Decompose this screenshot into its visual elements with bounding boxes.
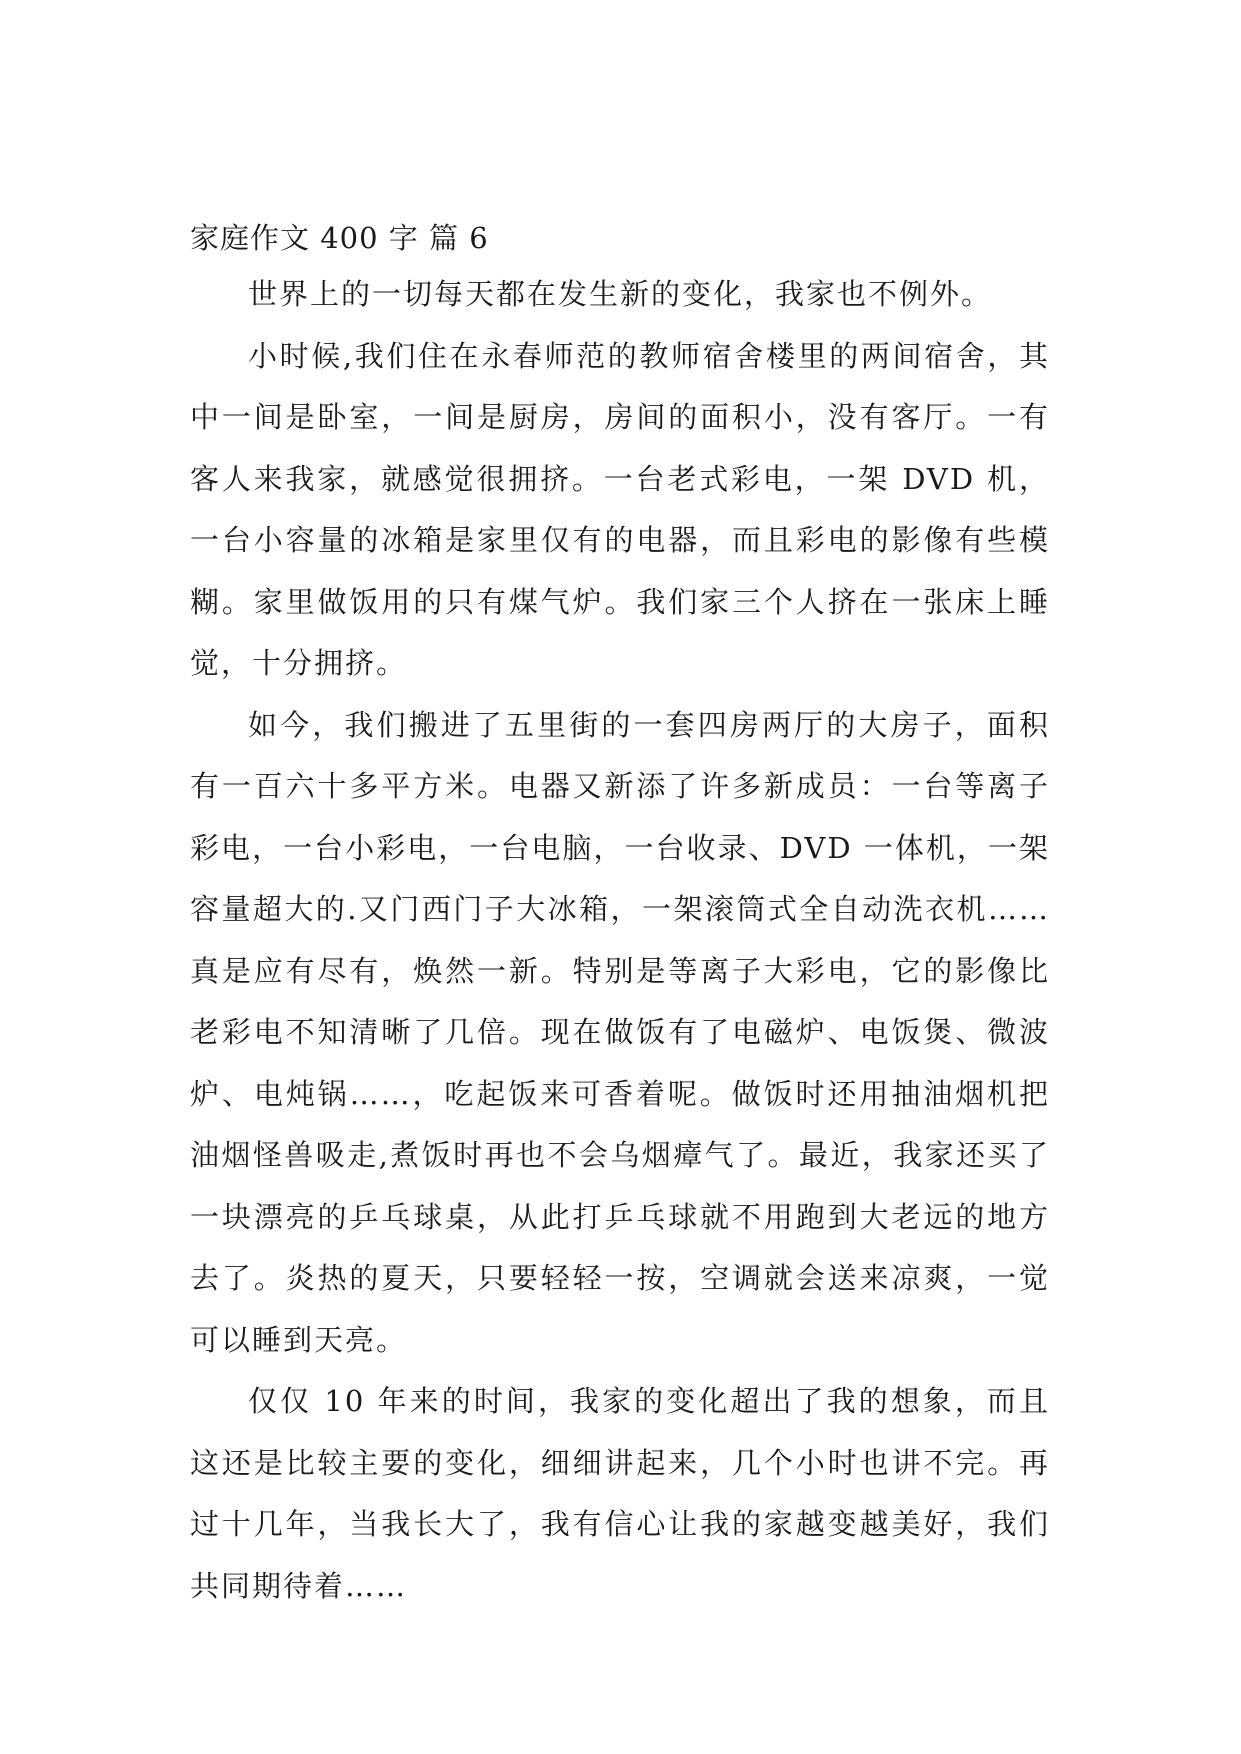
essay-title: 家庭作文 400 字 篇 6	[190, 221, 489, 255]
paragraph-conclusion: 仅仅 10 年来的时间，我家的变化超出了我的想象，而且这还是比较主要的变化，细细讲起来，几个小时也讲不完。再过十几年，当我长大了，我有信心让我的家越变越美好，我们共同期待着……	[190, 1384, 1050, 1603]
paragraph-present: 如今，我们搬进了五里街的一套四房两厅的大房子，面积有一百六十多平方米。电器又新添了许多新成员：一台等离子彩电，一台小彩电，一台电脑，一台收录、DVD 一体机，一架容量超大的.又门西门子大冰箱，一架滚筒式全自动洗衣机……真是应有尽有，焕然一新。特别是等离子大彩电，它的影像比老彩电不知清晰了几倍。现在做饭有了电磁炉、电饭煲、微波炉、电炖锅……，吃起饭来可香着呢。做饭时还用抽油烟机把油烟怪兽吸走,煮饭时再也不会乌烟瘴气了。最近，我家还买了一块漂亮的乒乓球桌，从此打乒乓球就不用跑到大老远的地方去了。炎热的夏天，只要轻轻一按，空调就会送来凉爽，一觉可以睡到天亮。	[190, 707, 1050, 1357]
paragraph-intro: 世界上的一切每天都在发生新的变化，我家也不例外。	[248, 277, 993, 311]
document-body	[190, 212, 1050, 1617]
paragraph-childhood: 小时候,我们住在永春师范的教师宿舍楼里的两间宿舍，其中一间是卧室，一间是厨房，房间的面积小，没有客厅。一有客人来我家，就感觉很拥挤。一台老式彩电，一架 DVD 机，一台小容量的冰箱是家里仅有的电器，而且彩电的影像有些模糊。家里做饭用的只有煤气炉。我们家三个人挤在一张床上睡觉，十分拥挤。	[190, 338, 1050, 680]
